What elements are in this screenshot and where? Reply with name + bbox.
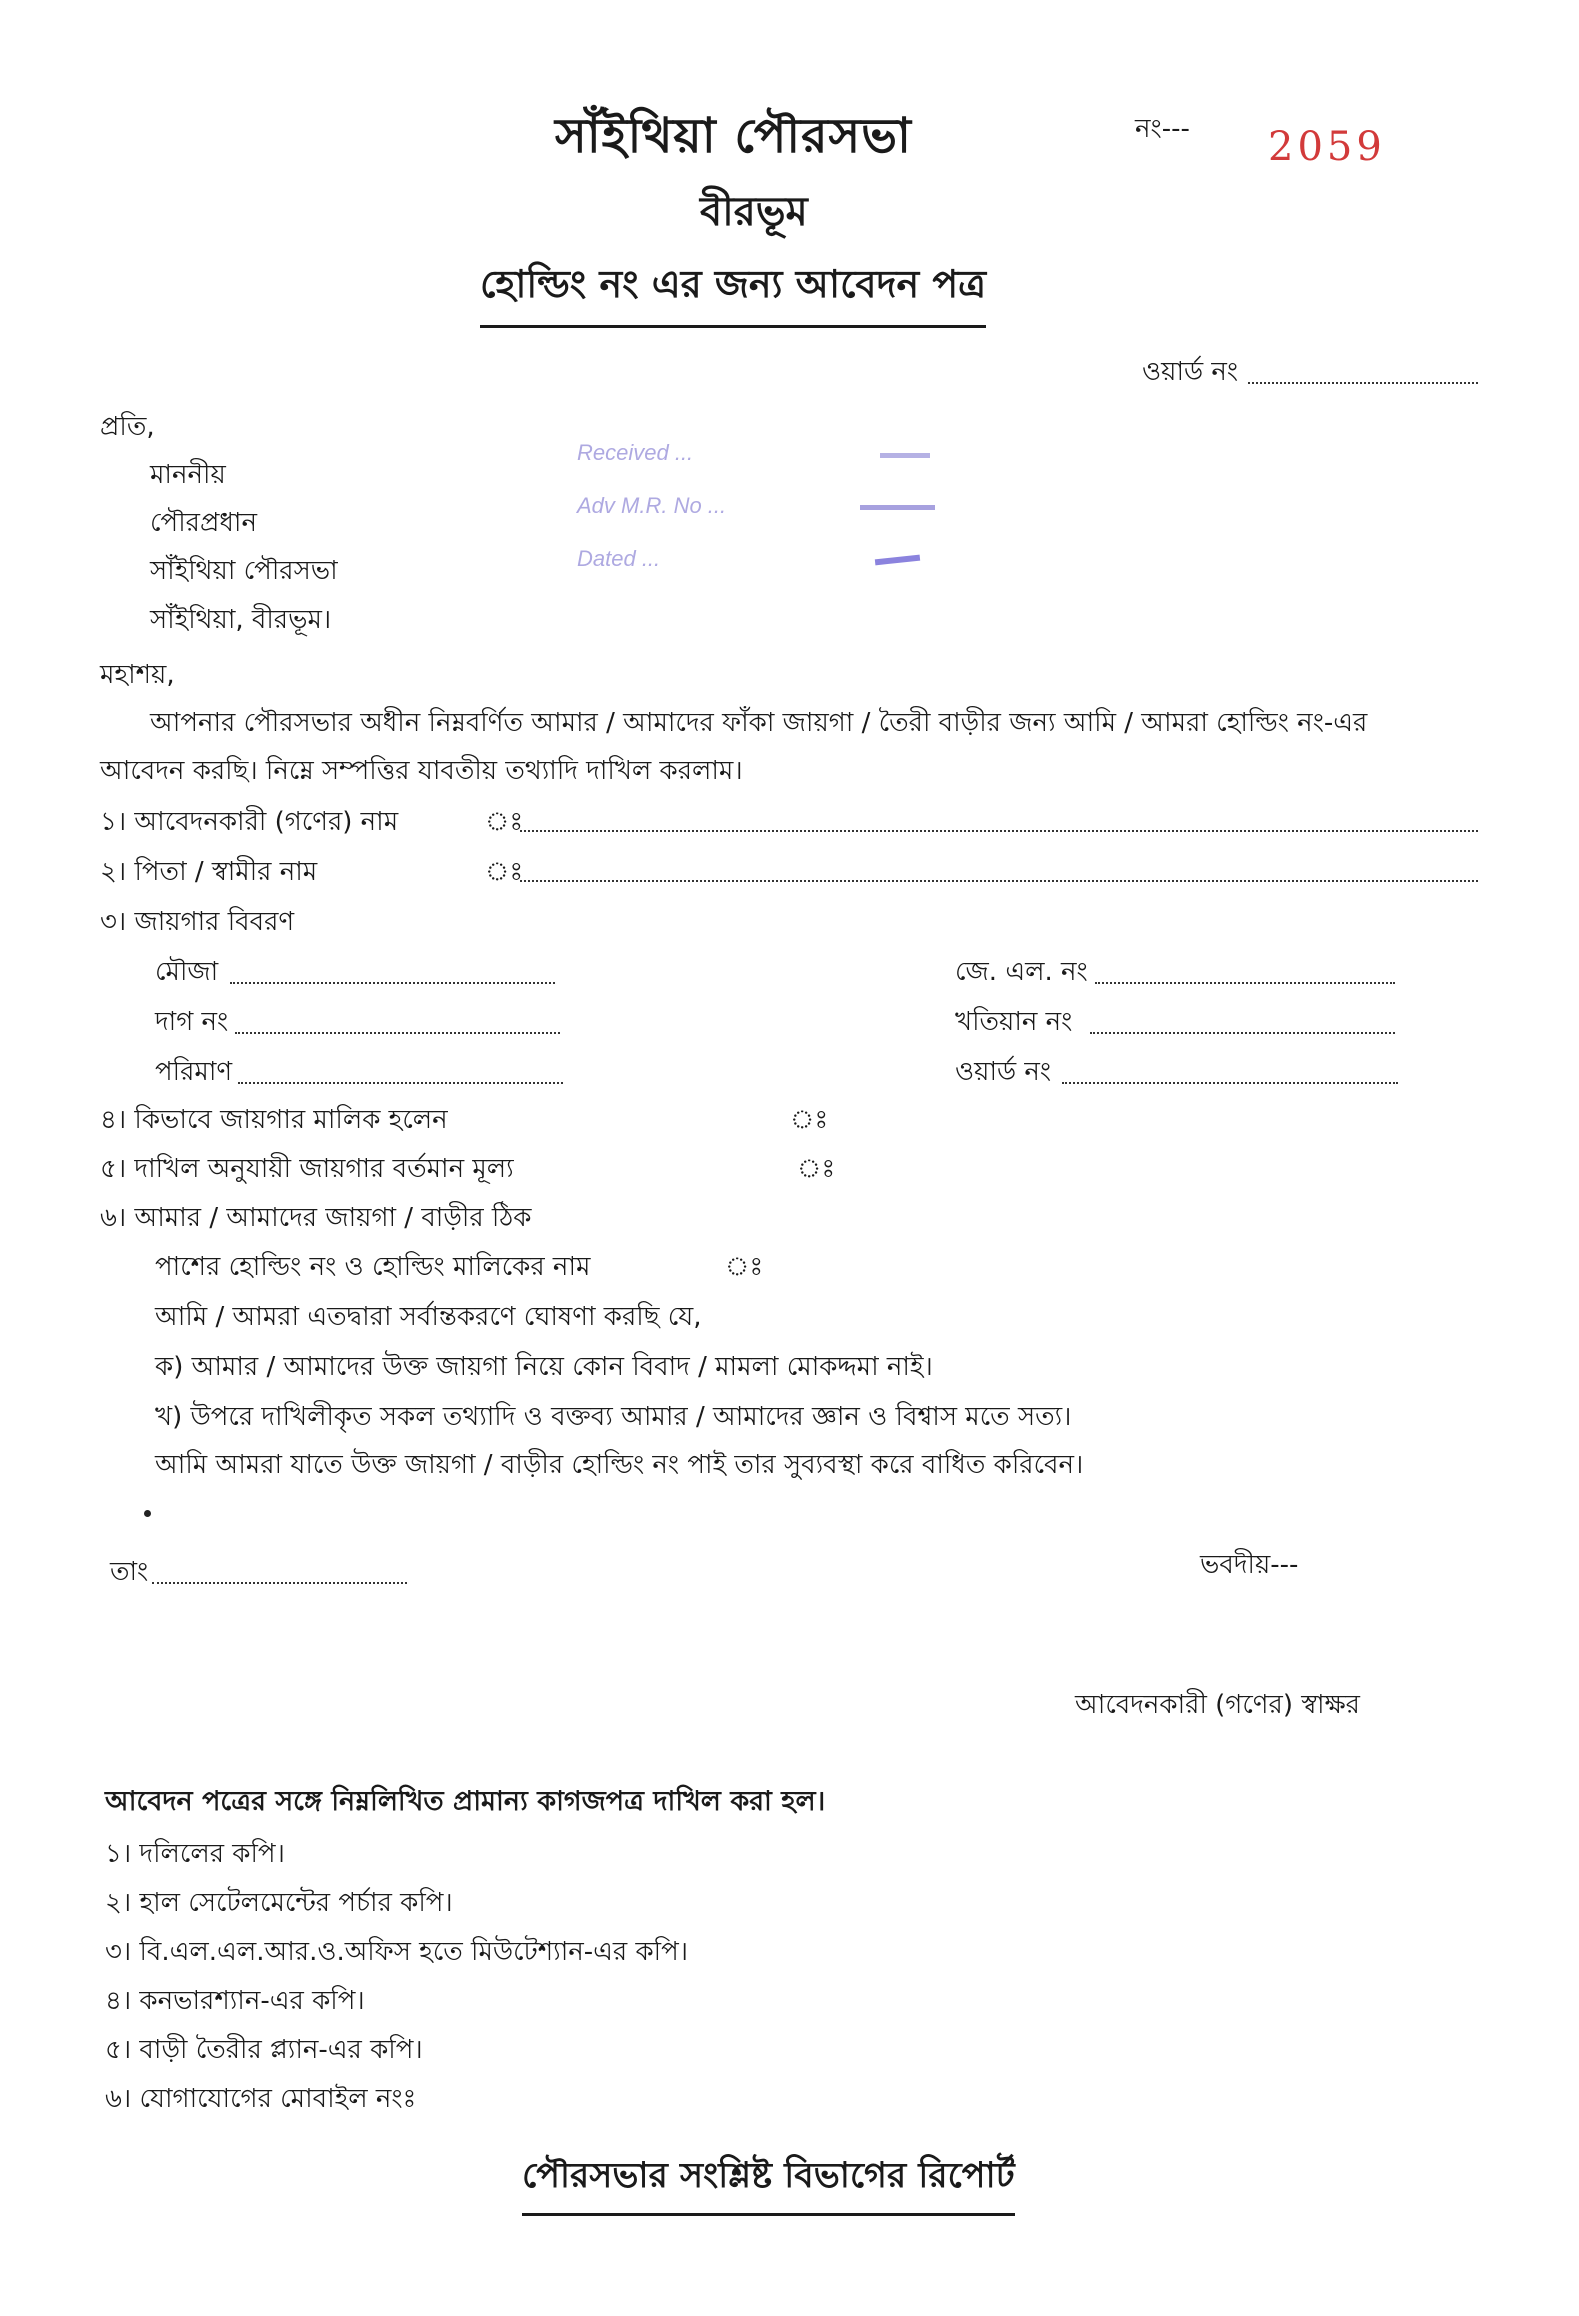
serial-number: 2059 [1268, 124, 1386, 170]
item-2-label: ২। পিতা / স্বামীর নাম [100, 857, 318, 887]
address-line-4: সাঁইথিয়া, বীরভূম। [150, 605, 332, 635]
declaration-line-2: ক) আমার / আমাদের উক্ত জায়গা নিয়ে কোন বিবাদ / মামলা মোকদ্দমা নাই। [155, 1352, 933, 1382]
declaration-line-1: আমি / আমরা এতদ্বারা সর্বান্তকরণে ঘোষণা করছি যে, [155, 1302, 702, 1332]
ward-no-field[interactable] [1062, 1082, 1398, 1084]
document-item-6: ৬। যোগাযোগের মোবাইল নংঃ [105, 2084, 417, 2114]
district-title: বীরভূম [700, 189, 808, 235]
mouza-label: মৌজা [155, 957, 219, 987]
document-item-4: ৪। কনভারশ্যান-এর কপি। [105, 1986, 365, 2016]
item-3-label: ৩। জায়গার বিবরণ [100, 907, 295, 937]
item-5-label: ৫। দাখিল অনুযায়ী জায়গার বর্তমান মূল্য [100, 1154, 514, 1184]
khatian-no-label: খতিয়ান নং [955, 1007, 1073, 1037]
salutation: মহাশয়, [100, 660, 175, 690]
documents-heading: আবেদন পত্রের সঙ্গে নিম্নলিখিত প্রামান্য কাগজপত্র দাখিল করা হল। [105, 1786, 826, 1817]
applicant-name-field[interactable] [520, 830, 1478, 832]
yours-faithfully: ভবদীয়--- [1200, 1550, 1299, 1580]
stamp-mark-3 [875, 555, 920, 566]
intro-paragraph-line-2: আবেদন করছি। নিম্নে সম্পত্তির যাবতীয় তথ্যাদি দাখিল করলাম। [100, 756, 743, 786]
address-line-1: মাননীয় [150, 460, 226, 490]
document-item-3: ৩। বি.এল.এল.আর.ও.অফিস হতে মিউটেশ্যান-এর কপি। [105, 1937, 689, 1967]
item-2-colon: ঃ [485, 857, 524, 887]
item-1-label: ১। আবেদনকারী (গণের) নাম [100, 807, 399, 837]
dag-no-field[interactable] [235, 1032, 560, 1034]
intro-paragraph-line-1: আপনার পৌরসভার অধীন নিম্নবর্ণিত আমার / আমাদের ফাঁকা জায়গা / তৈরী বাড়ীর জন্য আমি / আমরা হোল্ডিং নং-এর [150, 708, 1368, 738]
declaration-line-4: আমি আমরা যাতে উক্ত জায়গা / বাড়ীর হোল্ডিং নং পাই তার সুব্যবস্থা করে বাধিত করিবেন। [155, 1450, 1084, 1480]
document-item-5: ৫। বাড়ী তৈরীর প্ল্যান-এর কপি। [105, 2035, 423, 2065]
ward-field-top[interactable] [1248, 382, 1478, 384]
item-1-colon: ঃ [485, 807, 524, 837]
address-line-3: সাঁইথিয়া পৌরসভা [150, 556, 338, 586]
item-6-colon: ঃ [725, 1252, 764, 1282]
stamp-mark-2 [860, 505, 935, 510]
address-line-2: পৌরপ্রধান [150, 508, 257, 538]
mouza-field[interactable] [230, 982, 555, 984]
date-field[interactable] [152, 1582, 407, 1584]
item-4-colon: ঃ [790, 1105, 829, 1135]
area-label: পরিমাণ [155, 1057, 233, 1087]
serial-no-label: নং--- [1135, 114, 1190, 144]
document-item-2: ২। হাল সেটেলমেন্টের পর্চার কপি। [105, 1888, 453, 1918]
khatian-no-field[interactable] [1090, 1032, 1395, 1034]
date-label: তাং [110, 1557, 149, 1587]
ward-no-label: ওয়ার্ড নং [955, 1057, 1052, 1087]
father-husband-name-field[interactable] [520, 880, 1478, 882]
form-title: হোল্ডিং নং এর জন্য আবেদন পত্র [480, 255, 986, 328]
ward-label-top: ওয়ার্ড নং [1142, 357, 1239, 387]
dag-no-label: দাগ নং [155, 1007, 229, 1037]
stamp-mark-1 [880, 453, 930, 458]
item-6-label-continued: পাশের হোল্ডিং নং ও হোল্ডিং মালিকের নাম [155, 1252, 591, 1282]
municipality-title: সাঁইথিয়া পৌরসভা [555, 108, 912, 164]
item-4-label: ৪। কিভাবে জায়গার মালিক হলেন [100, 1105, 448, 1135]
stamp-line-2: Adv M.R. No ... [577, 493, 727, 518]
item-5-colon: ঃ [797, 1154, 836, 1184]
document-item-1: ১। দলিলের কপি। [105, 1839, 285, 1869]
declaration-line-3: খ) উপরে দাখিলীকৃত সকল তথ্যাদি ও বক্তব্য আমার / আমাদের জ্ঞান ও বিশ্বাস মতে সত্য। [155, 1402, 1072, 1432]
report-heading: পৌরসভার সংশ্লিষ্ট বিভাগের রিপোর্ট [522, 2148, 1015, 2216]
jl-no-field[interactable] [1095, 982, 1395, 984]
stamp-line-1: Received ... [577, 440, 694, 465]
area-field[interactable] [238, 1082, 563, 1084]
jl-no-label: জে. এল. নং [955, 957, 1088, 987]
stamp-line-3: Dated ... [577, 546, 661, 571]
applicant-signature-label: আবেদনকারী (গণের) স্বাক্ষর [1075, 1690, 1360, 1720]
stray-dot [144, 1510, 151, 1517]
item-6-label: ৬। আমার / আমাদের জায়গা / বাড়ীর ঠিক [100, 1203, 532, 1233]
address-to: প্রতি, [100, 412, 155, 442]
